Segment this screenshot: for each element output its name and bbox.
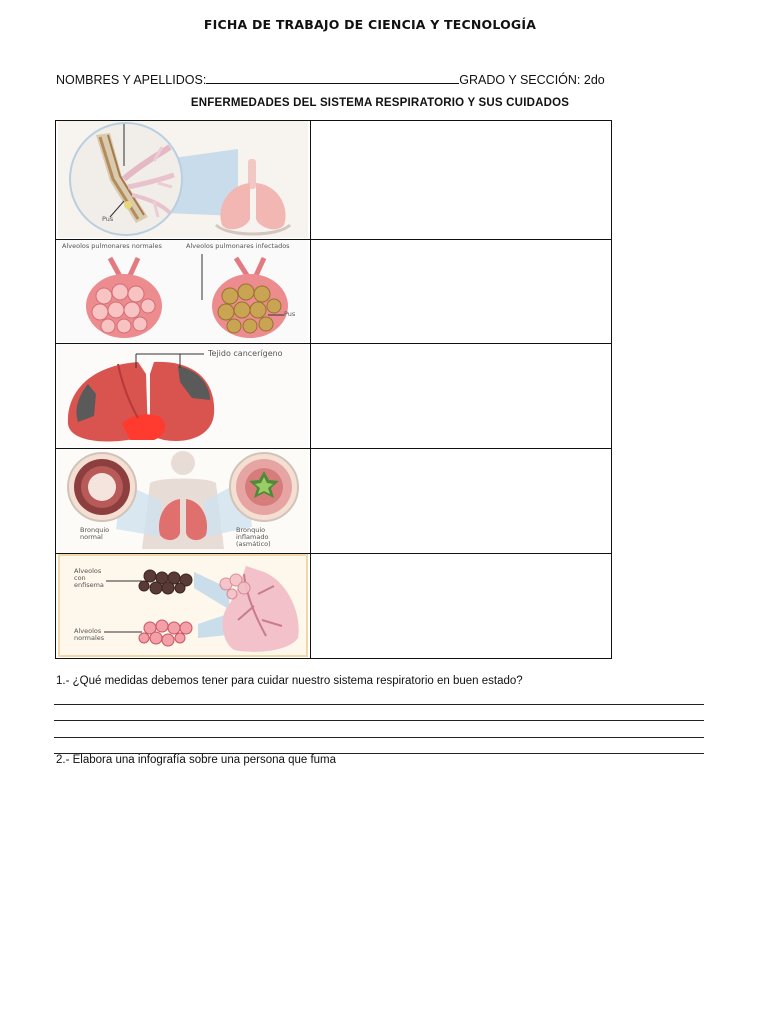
question-1: 1.- ¿Qué medidas debemos tener para cuidar nuestro sistema respiratorio en buen estado? xyxy=(56,675,523,687)
diseases-table xyxy=(55,120,612,659)
emphysema-alveoli-label: Alveolos con enfisema xyxy=(74,567,104,589)
worksheet-title: FICHA DE TRABAJO DE CIENCIA Y TECNOLOGÍA xyxy=(203,17,537,32)
bronchitis-illustration xyxy=(58,121,308,238)
answer-line[interactable] xyxy=(54,688,704,705)
pneumonia-alveoli-illustration xyxy=(58,240,308,342)
emphysema-illustration xyxy=(58,554,308,657)
names-blank[interactable] xyxy=(206,71,459,84)
table-row xyxy=(56,121,612,240)
asthma-bronchus-illustration xyxy=(58,449,308,552)
answer-cell[interactable] xyxy=(310,554,611,659)
table-row xyxy=(56,344,612,449)
question-2: 2.- Elabora una infografía sobre una persona que fuma xyxy=(56,754,337,766)
normal-bronchus-label: Bronquio normal xyxy=(80,526,110,541)
image-cell xyxy=(56,121,311,240)
student-info-line xyxy=(56,71,605,87)
pus-label: Pus xyxy=(284,310,296,318)
image-cell xyxy=(56,554,311,659)
table-row xyxy=(56,554,612,659)
answer-cell[interactable] xyxy=(310,240,611,344)
table-row xyxy=(56,449,612,554)
image-cell xyxy=(56,449,311,554)
pus-label: Pus xyxy=(102,215,114,223)
image-cell xyxy=(56,240,311,344)
answer-lines xyxy=(54,688,704,754)
worksheet-subtitle: ENFERMEDADES DEL SISTEMA RESPIRATORIO Y SUS CUIDADOS xyxy=(190,97,570,109)
infected-alveoli-label: Alveolos pulmonares infectados xyxy=(186,242,290,250)
names-label: NOMBRES Y APELLIDOS: xyxy=(56,73,207,87)
normal-alveoli-label: Alveolos pulmonares normales xyxy=(62,242,162,250)
inflamed-bronchus-label: Bronquio inflamado (asmático) xyxy=(236,526,271,548)
normal-alveoli-label: Alveolos normales xyxy=(74,627,105,642)
answer-line[interactable] xyxy=(54,721,704,738)
answer-cell[interactable] xyxy=(310,344,611,449)
answer-line[interactable] xyxy=(54,738,704,755)
answer-cell[interactable] xyxy=(310,449,611,554)
cancer-tissue-label: Tejido cancerígeno xyxy=(208,349,283,358)
lung-cancer-illustration xyxy=(58,344,308,447)
answer-line[interactable] xyxy=(54,705,704,722)
image-cell xyxy=(56,344,311,449)
table-row xyxy=(56,240,612,344)
grade-label: GRADO Y SECCIÓN: xyxy=(459,73,581,87)
answer-cell[interactable] xyxy=(310,121,611,240)
grade-value: 2do xyxy=(583,73,605,87)
